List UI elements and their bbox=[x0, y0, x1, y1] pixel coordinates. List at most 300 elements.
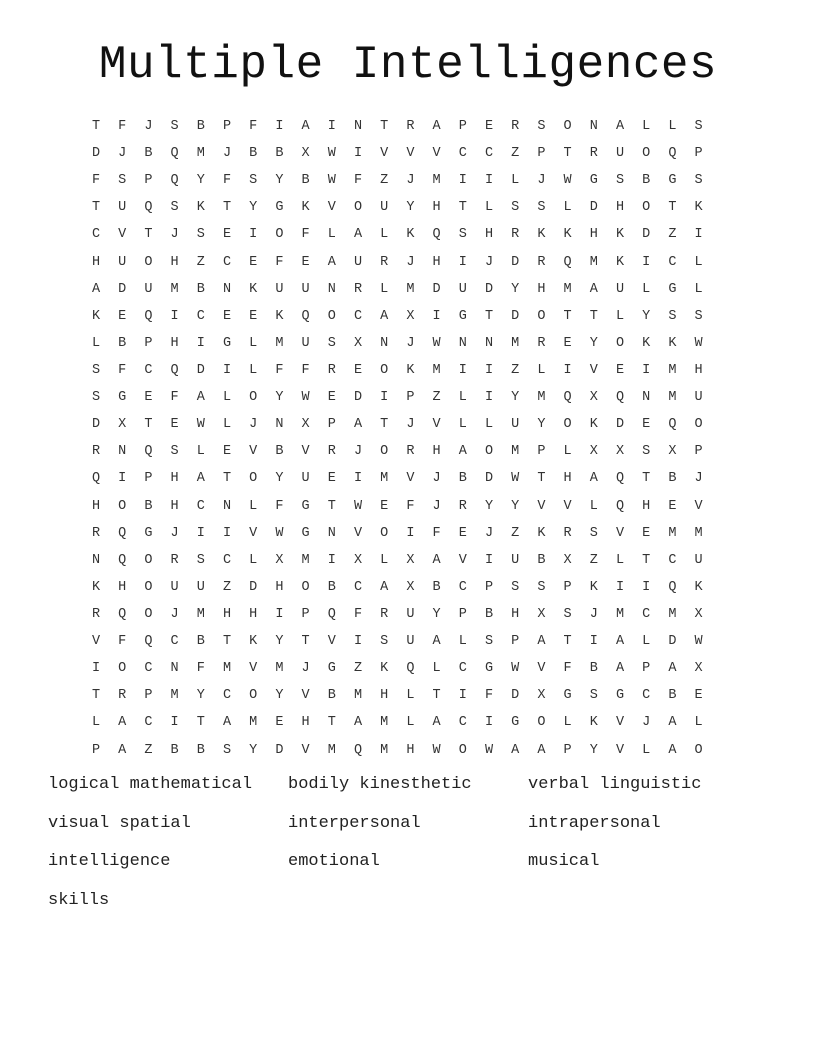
grid-letter: I bbox=[327, 552, 336, 568]
grid-letter: A bbox=[615, 119, 625, 134]
grid-letter: L bbox=[222, 390, 232, 406]
grid-letter: A bbox=[458, 444, 467, 460]
grid-letter: J bbox=[170, 606, 179, 622]
grid-letter: L bbox=[511, 173, 520, 189]
grid-letter: V bbox=[615, 525, 625, 541]
grid-letter: I bbox=[458, 173, 467, 189]
grid-row bbox=[83, 737, 733, 764]
grid-letter: O bbox=[694, 742, 703, 758]
grid-letter: J bbox=[484, 254, 494, 270]
grid-letter: X bbox=[301, 417, 310, 433]
grid-letter: C bbox=[222, 254, 232, 270]
grid-letter: C bbox=[668, 552, 677, 568]
grid-letter: V bbox=[380, 146, 389, 162]
grid-letter: Y bbox=[537, 417, 546, 433]
grid-letter: T bbox=[563, 146, 572, 162]
grid-letter: Z bbox=[432, 390, 441, 406]
grid-letter: A bbox=[301, 119, 310, 134]
grid-letter: R bbox=[118, 688, 127, 704]
grid-letter: L bbox=[563, 444, 572, 460]
grid-letter: M bbox=[380, 471, 389, 487]
grid-letter: S bbox=[91, 390, 101, 406]
grid-row bbox=[83, 249, 733, 276]
grid-letter: L bbox=[484, 200, 494, 216]
grid-letter: S bbox=[170, 444, 179, 460]
grid-letter: P bbox=[484, 579, 494, 595]
grid-letter: L bbox=[563, 715, 572, 731]
grid-letter: N bbox=[327, 281, 336, 297]
grid-letter: R bbox=[380, 254, 389, 270]
grid-letter: M bbox=[196, 146, 205, 162]
grid-letter: Y bbox=[249, 200, 258, 216]
grid-letter: L bbox=[537, 362, 546, 378]
grid-letter: P bbox=[406, 390, 415, 406]
grid-letter: Y bbox=[275, 688, 284, 704]
grid-letter: L bbox=[484, 417, 494, 433]
grid-letter: M bbox=[432, 362, 441, 378]
grid-letter: L bbox=[196, 444, 205, 460]
grid-letter: C bbox=[170, 634, 179, 650]
grid-letter: A bbox=[196, 471, 205, 487]
grid-letter: S bbox=[694, 119, 703, 134]
grid-letter: L bbox=[694, 254, 703, 270]
grid-letter: K bbox=[249, 634, 258, 650]
grid-letter: S bbox=[511, 200, 520, 216]
grid-letter: T bbox=[458, 200, 467, 216]
grid-letter: B bbox=[196, 742, 205, 758]
grid-letter: T bbox=[563, 634, 572, 650]
grid-letter: K bbox=[537, 525, 546, 541]
grid-letter: W bbox=[694, 634, 703, 650]
grid-letter: P bbox=[222, 119, 232, 134]
grid-letter: L bbox=[694, 281, 703, 297]
grid-letter: T bbox=[432, 688, 441, 704]
grid-letter: C bbox=[144, 715, 153, 731]
grid-letter: J bbox=[432, 471, 441, 487]
grid-letter: F bbox=[118, 634, 127, 650]
grid-letter: V bbox=[301, 444, 310, 460]
grid-letter: K bbox=[196, 200, 205, 216]
grid-letter: Z bbox=[196, 254, 205, 270]
grid-letter: O bbox=[249, 390, 258, 406]
word-bank-item: verbal linguistic bbox=[528, 775, 702, 794]
grid-letter: P bbox=[563, 742, 572, 758]
grid-letter: L bbox=[668, 119, 677, 134]
grid-row bbox=[83, 574, 733, 601]
grid-letter: C bbox=[91, 227, 101, 243]
grid-letter: A bbox=[353, 227, 363, 243]
grid-letter: N bbox=[327, 525, 336, 541]
grid-letter: R bbox=[327, 444, 336, 460]
grid-letter: L bbox=[380, 281, 389, 297]
grid-letter: S bbox=[458, 227, 467, 243]
grid-letter: Q bbox=[118, 552, 127, 568]
grid-letter: F bbox=[353, 606, 363, 622]
grid-letter: K bbox=[694, 200, 703, 216]
grid-letter: M bbox=[563, 281, 572, 297]
grid-row bbox=[83, 709, 733, 736]
grid-letter: B bbox=[301, 173, 310, 189]
grid-letter: C bbox=[196, 498, 205, 514]
grid-letter: W bbox=[327, 146, 336, 162]
grid-letter: V bbox=[537, 498, 546, 514]
grid-letter: A bbox=[118, 715, 127, 731]
grid-letter: K bbox=[615, 254, 625, 270]
grid-letter: T bbox=[380, 417, 389, 433]
grid-letter: Y bbox=[589, 742, 598, 758]
grid-letter: G bbox=[511, 715, 520, 731]
grid-letter: P bbox=[144, 471, 153, 487]
grid-letter: M bbox=[301, 552, 310, 568]
grid-letter: N bbox=[642, 390, 651, 406]
grid-letter: L bbox=[694, 715, 703, 731]
grid-letter: S bbox=[589, 688, 598, 704]
grid-letter: O bbox=[144, 606, 153, 622]
grid-letter: P bbox=[327, 417, 336, 433]
grid-letter: Y bbox=[432, 606, 441, 622]
grid-letter: U bbox=[406, 606, 415, 622]
grid-letter: F bbox=[118, 362, 127, 378]
grid-letter: W bbox=[432, 742, 441, 758]
grid-letter: O bbox=[642, 146, 651, 162]
grid-letter: J bbox=[406, 254, 415, 270]
grid-letter: Q bbox=[91, 471, 101, 487]
grid-letter: I bbox=[484, 173, 494, 189]
grid-letter: S bbox=[642, 444, 651, 460]
grid-letter: E bbox=[275, 715, 284, 731]
grid-letter: Z bbox=[511, 362, 520, 378]
grid-letter: V bbox=[249, 661, 258, 677]
grid-row bbox=[83, 276, 733, 303]
grid-letter: F bbox=[301, 227, 310, 243]
grid-letter: U bbox=[301, 335, 310, 351]
word-bank-item: visual spatial bbox=[48, 813, 191, 833]
grid-letter: H bbox=[615, 200, 625, 216]
grid-letter: Q bbox=[170, 173, 179, 189]
grid-letter: M bbox=[353, 688, 363, 704]
grid-letter: E bbox=[563, 335, 572, 351]
grid-letter: H bbox=[563, 471, 572, 487]
grid-letter: H bbox=[170, 498, 179, 514]
grid-letter: T bbox=[589, 308, 598, 324]
grid-letter: S bbox=[694, 308, 703, 324]
grid-letter: I bbox=[353, 634, 363, 650]
grid-letter: O bbox=[353, 200, 363, 216]
grid-letter: S bbox=[222, 742, 232, 758]
grid-letter: D bbox=[91, 146, 101, 162]
grid-letter: S bbox=[511, 579, 520, 595]
grid-letter: Q bbox=[563, 390, 572, 406]
grid-letter: S bbox=[668, 308, 677, 324]
grid-letter: E bbox=[642, 525, 651, 541]
grid-letter: Y bbox=[484, 498, 494, 514]
grid-letter: M bbox=[275, 335, 284, 351]
grid-letter: O bbox=[458, 742, 467, 758]
grid-letter: U bbox=[380, 200, 389, 216]
grid-letter: G bbox=[484, 661, 494, 677]
grid-letter: H bbox=[170, 471, 179, 487]
grid-letter: Q bbox=[432, 227, 441, 243]
grid-letter: H bbox=[249, 606, 258, 622]
grid-letter: F bbox=[275, 254, 284, 270]
grid-letter: X bbox=[406, 579, 415, 595]
grid-letter: S bbox=[694, 173, 703, 189]
grid-letter: N bbox=[353, 119, 363, 134]
grid-letter: S bbox=[196, 227, 205, 243]
grid-letter: A bbox=[668, 742, 677, 758]
grid-letter: O bbox=[537, 715, 546, 731]
grid-letter: N bbox=[380, 335, 389, 351]
word-bank-item: intrapersonal bbox=[528, 813, 661, 833]
grid-letter: H bbox=[484, 227, 494, 243]
grid-letter: Q bbox=[615, 390, 625, 406]
grid-letter: Q bbox=[615, 471, 625, 487]
grid-letter: P bbox=[642, 661, 651, 677]
grid-letter: E bbox=[118, 308, 127, 324]
grid-letter: I bbox=[484, 552, 494, 568]
grid-letter: W bbox=[301, 390, 310, 406]
grid-letter: C bbox=[642, 606, 651, 622]
grid-letter: P bbox=[537, 444, 546, 460]
grid-letter: L bbox=[642, 119, 651, 134]
grid-letter: G bbox=[301, 525, 310, 541]
grid-letter: Z bbox=[144, 742, 153, 758]
grid-letter: Z bbox=[222, 579, 232, 595]
grid-letter: Q bbox=[170, 146, 179, 162]
grid-letter: V bbox=[301, 688, 310, 704]
grid-letter: M bbox=[589, 254, 598, 270]
grid-letter: C bbox=[458, 579, 467, 595]
grid-letter: T bbox=[91, 200, 101, 216]
grid-letter: Q bbox=[301, 308, 310, 324]
grid-letter: X bbox=[589, 390, 598, 406]
grid-letter: C bbox=[353, 579, 363, 595]
grid-letter: F bbox=[406, 498, 415, 514]
grid-letter: J bbox=[144, 119, 153, 134]
grid-letter: X bbox=[406, 308, 415, 324]
grid-letter: E bbox=[380, 498, 389, 514]
grid-letter: T bbox=[301, 634, 310, 650]
grid-row bbox=[83, 140, 733, 167]
grid-letter: H bbox=[511, 606, 520, 622]
grid-letter: H bbox=[380, 688, 389, 704]
grid-letter: V bbox=[458, 552, 467, 568]
grid-letter: A bbox=[537, 742, 546, 758]
grid-letter: L bbox=[249, 552, 258, 568]
grid-letter: X bbox=[406, 552, 415, 568]
grid-letter: A bbox=[511, 742, 520, 758]
grid-letter: R bbox=[353, 281, 363, 297]
grid-letter: B bbox=[118, 335, 127, 351]
grid-letter: Y bbox=[511, 498, 520, 514]
grid-letter: T bbox=[91, 119, 101, 134]
grid-letter: Q bbox=[144, 444, 153, 460]
word-bank-item: skills bbox=[48, 890, 110, 910]
grid-letter: O bbox=[249, 688, 258, 704]
grid-letter: F bbox=[275, 362, 284, 378]
grid-letter: B bbox=[327, 688, 336, 704]
grid-letter: Y bbox=[275, 634, 284, 650]
grid-letter: S bbox=[537, 579, 546, 595]
word-bank-item: intelligence bbox=[48, 852, 171, 871]
grid-letter: M bbox=[615, 606, 625, 622]
grid-letter: E bbox=[668, 498, 677, 514]
grid-letter: R bbox=[91, 444, 101, 460]
grid-letter: X bbox=[118, 417, 127, 433]
grid-letter: A bbox=[432, 634, 441, 650]
grid-letter: Q bbox=[170, 362, 179, 378]
grid-letter: S bbox=[170, 200, 179, 216]
grid-letter: V bbox=[589, 362, 598, 378]
grid-row bbox=[83, 411, 733, 438]
grid-letter: V bbox=[301, 742, 310, 758]
grid-letter: T bbox=[222, 200, 232, 216]
grid-letter: A bbox=[432, 552, 441, 568]
grid-letter: Z bbox=[353, 661, 363, 677]
grid-letter: A bbox=[589, 471, 598, 487]
grid-letter: I bbox=[694, 227, 703, 243]
grid-letter: I bbox=[615, 579, 625, 595]
grid-letter: F bbox=[170, 390, 179, 406]
grid-letter: I bbox=[589, 634, 598, 650]
grid-letter: J bbox=[589, 606, 598, 622]
grid-letter: R bbox=[511, 119, 520, 134]
grid-letter: Y bbox=[511, 281, 520, 297]
grid-letter: V bbox=[249, 525, 258, 541]
grid-letter: B bbox=[668, 471, 677, 487]
grid-letter: C bbox=[484, 146, 494, 162]
grid-letter: J bbox=[118, 146, 127, 162]
grid-letter: W bbox=[511, 471, 520, 487]
grid-row bbox=[83, 303, 733, 330]
grid-letter: Y bbox=[275, 390, 284, 406]
grid-letter: P bbox=[537, 146, 546, 162]
grid-letter: O bbox=[537, 308, 546, 324]
grid-letter: I bbox=[432, 308, 441, 324]
grid-letter: Q bbox=[144, 634, 153, 650]
grid-letter: I bbox=[484, 715, 494, 731]
grid-letter: D bbox=[642, 227, 651, 243]
grid-letter: I bbox=[642, 579, 651, 595]
grid-letter: M bbox=[668, 525, 677, 541]
grid-letter: T bbox=[484, 308, 494, 324]
grid-letter: J bbox=[301, 661, 310, 677]
word-bank-item: musical bbox=[528, 852, 600, 871]
grid-letter: I bbox=[275, 606, 284, 622]
grid-letter: P bbox=[144, 173, 153, 189]
grid-letter: K bbox=[589, 715, 598, 731]
grid-letter: W bbox=[327, 173, 336, 189]
grid-letter: Y bbox=[196, 688, 205, 704]
grid-letter: L bbox=[222, 417, 232, 433]
grid-letter: O bbox=[615, 335, 625, 351]
grid-letter: Y bbox=[249, 742, 258, 758]
grid-letter: Q bbox=[353, 742, 363, 758]
grid-letter: J bbox=[694, 471, 703, 487]
grid-letter: H bbox=[406, 742, 415, 758]
grid-letter: T bbox=[144, 417, 153, 433]
grid-letter: E bbox=[222, 308, 232, 324]
grid-letter: I bbox=[275, 119, 284, 134]
grid-letter: V bbox=[615, 715, 625, 731]
grid-letter: U bbox=[301, 281, 310, 297]
grid-letter: A bbox=[327, 254, 336, 270]
grid-letter: M bbox=[380, 742, 389, 758]
grid-letter: A bbox=[668, 715, 677, 731]
grid-letter: U bbox=[118, 200, 127, 216]
grid-letter: O bbox=[144, 579, 153, 595]
grid-letter: T bbox=[642, 471, 651, 487]
grid-row bbox=[83, 547, 733, 574]
grid-letter: G bbox=[222, 335, 232, 351]
grid-letter: V bbox=[118, 227, 127, 243]
grid-letter: B bbox=[458, 471, 467, 487]
grid-letter: U bbox=[458, 281, 467, 297]
grid-letter: F bbox=[91, 173, 101, 189]
grid-letter: H bbox=[222, 606, 232, 622]
grid-letter: K bbox=[694, 579, 703, 595]
grid-letter: R bbox=[91, 606, 101, 622]
grid-letter: N bbox=[170, 661, 179, 677]
grid-letter: O bbox=[249, 471, 258, 487]
grid-letter: H bbox=[118, 579, 127, 595]
grid-letter: Y bbox=[275, 173, 284, 189]
grid-letter: T bbox=[380, 119, 389, 134]
grid-letter: L bbox=[615, 552, 625, 568]
grid-letter: Q bbox=[668, 417, 677, 433]
grid-letter: D bbox=[511, 308, 520, 324]
grid-row bbox=[83, 194, 733, 221]
grid-letter: R bbox=[91, 525, 101, 541]
grid-letter: O bbox=[380, 525, 389, 541]
grid-letter: V bbox=[615, 742, 625, 758]
grid-letter: B bbox=[275, 146, 284, 162]
grid-letter: G bbox=[275, 200, 284, 216]
grid-letter: N bbox=[118, 444, 127, 460]
grid-letter: Q bbox=[118, 525, 127, 541]
grid-letter: U bbox=[170, 579, 179, 595]
grid-letter: G bbox=[327, 661, 336, 677]
grid-letter: X bbox=[353, 335, 363, 351]
grid-letter: B bbox=[249, 146, 258, 162]
grid-letter: H bbox=[170, 254, 179, 270]
grid-letter: D bbox=[118, 281, 127, 297]
grid-letter: E bbox=[144, 390, 153, 406]
grid-letter: R bbox=[327, 362, 336, 378]
grid-letter: L bbox=[563, 200, 572, 216]
grid-letter: W bbox=[432, 335, 441, 351]
word-bank-item: interpersonal bbox=[288, 813, 421, 833]
grid-letter: P bbox=[144, 335, 153, 351]
grid-letter: Z bbox=[511, 525, 520, 541]
grid-letter: S bbox=[537, 200, 546, 216]
grid-letter: T bbox=[222, 471, 232, 487]
grid-letter: L bbox=[91, 715, 101, 731]
grid-letter: R bbox=[380, 606, 389, 622]
grid-row bbox=[83, 655, 733, 682]
grid-letter: Q bbox=[668, 146, 677, 162]
word-bank-item: logical mathematical bbox=[48, 775, 253, 794]
grid-letter: E bbox=[170, 417, 179, 433]
grid-letter: U bbox=[511, 417, 520, 433]
grid-letter: K bbox=[589, 417, 598, 433]
grid-letter: E bbox=[249, 254, 258, 270]
grid-letter: J bbox=[406, 417, 415, 433]
grid-letter: M bbox=[511, 444, 520, 460]
grid-letter: Y bbox=[642, 308, 651, 324]
grid-letter: D bbox=[91, 417, 101, 433]
grid-letter: C bbox=[222, 688, 232, 704]
